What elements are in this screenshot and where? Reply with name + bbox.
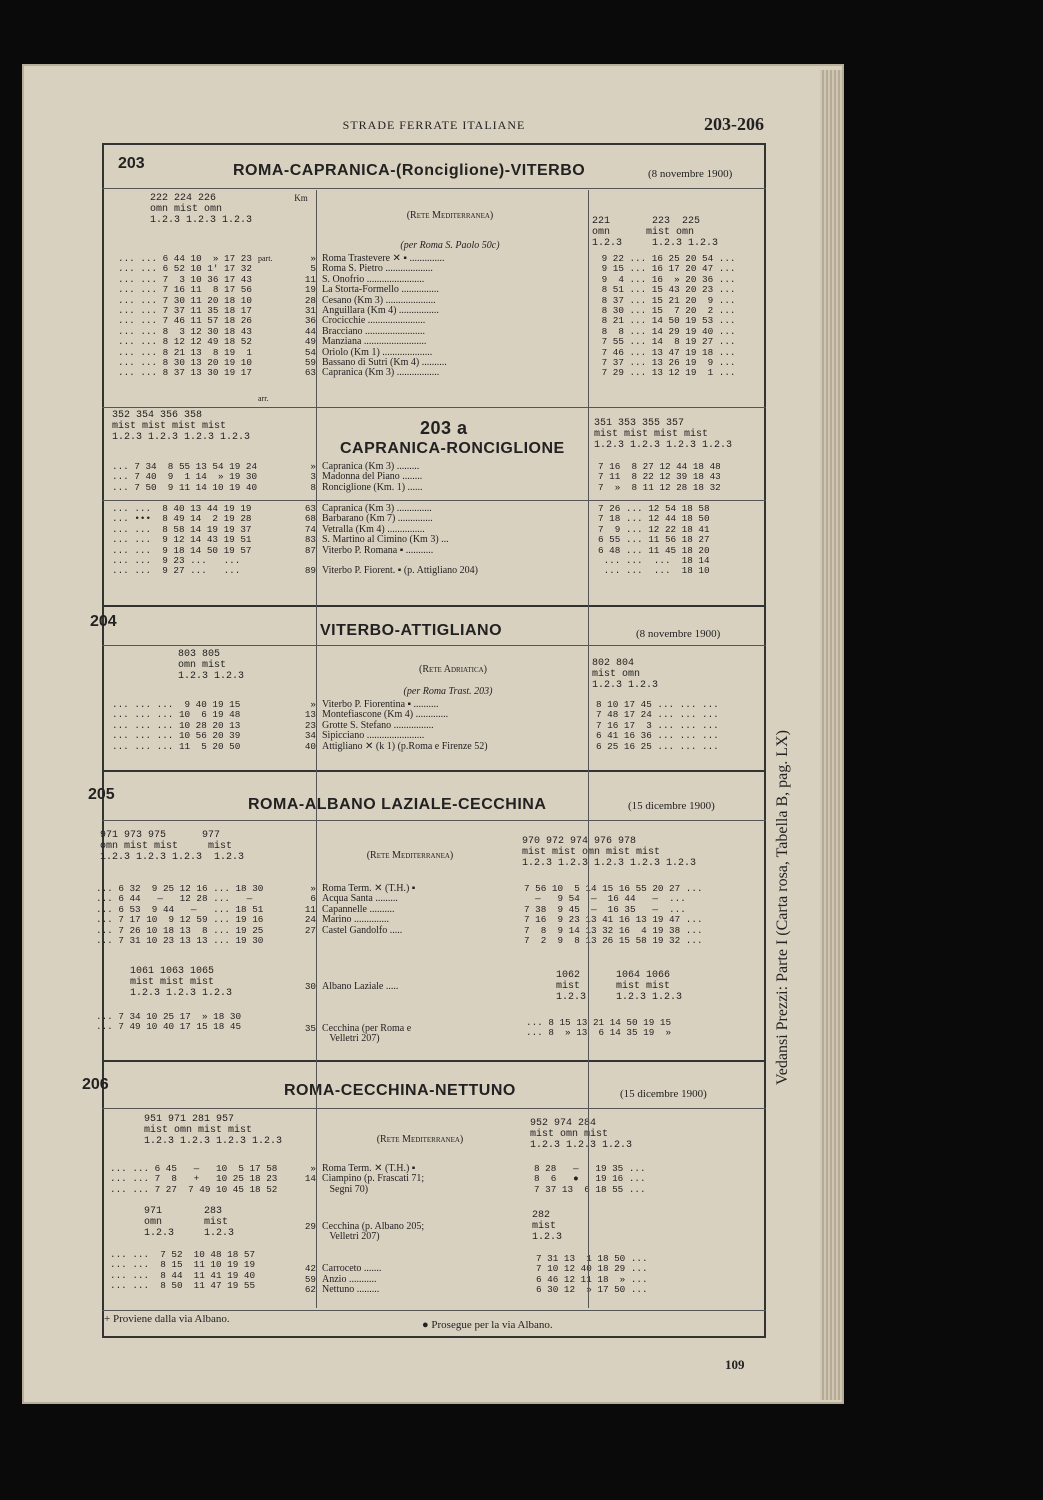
times-right: 7 16 8 27 12 44 18 48 7 11 8 22 12 39 18 43 7 » 8 11 12 28 18 32 bbox=[598, 461, 721, 493]
railway-network: (Rete Mediterranea) bbox=[376, 1134, 464, 1145]
train-header-left: 951 971 281 957 mist omn mist mist 1.2.3 1.2.3 1.2.3 1.2.3 bbox=[144, 1114, 283, 1147]
times-right: ... 8 15 13 21 14 50 19 15 ... 8 » 13 6 14 35 19 » bbox=[526, 1017, 672, 1039]
km-column: 29 bbox=[304, 1221, 316, 1232]
train-header-left: 803 805 omn mist 1.2.3 1.2.3 bbox=[178, 649, 245, 682]
times-right: 7 26 ... 12 54 18 58 7 18 ... 12 44 18 50 7 9 ... 12 22 18 41 6 55 ... 11 56 18 27 6 48 ... 11 45 18 20 ... ... ... 18 14 ... ... ... 18 10 bbox=[598, 503, 710, 577]
station-list: Roma Term. ✕ (T.H.) ▪ Ciampino (p. Frascati 71; Segni 70) bbox=[322, 1163, 425, 1195]
times-left: ... ... ... 9 40 19 15 ... ... ... 10 6 19 48 ... ... ... 10 28 20 13 ... ... ... 10 56 20 39 ... ... ... 11 5 20 50 bbox=[112, 699, 241, 752]
table-number: 205 bbox=[88, 786, 115, 803]
train-header-right: 351 353 355 357 mist mist mist mist 1.2.3 1.2.3 1.2.3 1.2.3 bbox=[594, 418, 733, 451]
railway-network: (Rete Mediterranea) bbox=[406, 210, 494, 221]
train-header-right: 802 804 mist omn 1.2.3 1.2.3 bbox=[592, 658, 659, 691]
km-column: 42 59 62 bbox=[304, 1263, 316, 1296]
fare-note: (per Roma Trast. 203) bbox=[403, 686, 493, 697]
train-header-left: 222 224 226 omn mist omn 1.2.3 1.2.3 1.2.3 bbox=[150, 193, 253, 226]
side-note-text: Vedansi Prezzi: Parte I (Carta rosa, Tabella B, pag. LX) bbox=[774, 730, 791, 1085]
fare-note: (per Roma S. Paolo 50c) bbox=[400, 240, 500, 251]
km-column: » 14 bbox=[304, 1163, 316, 1185]
footnote-left: + Proviene dalla via Albano. bbox=[104, 1313, 230, 1325]
running-head-title: STRADE FERRATE ITALIANE bbox=[342, 118, 526, 132]
times-left: ... ... 6 45 — 10 5 17 58 ... ... 7 8 + 10 25 18 23 ... ... 7 27 7 49 10 45 18 52 bbox=[110, 1163, 278, 1195]
km-column: 35 bbox=[304, 1023, 316, 1034]
station-list: Cecchina (per Roma e Velletri 207) bbox=[322, 1023, 412, 1045]
table-date: (8 novembre 1900) bbox=[636, 628, 721, 640]
train-header-right: 952 974 284 mist omn mist 1.2.3 1.2.3 1.2.3 bbox=[530, 1118, 633, 1151]
table-title: ROMA-CECCHINA-NETTUNO bbox=[284, 1082, 516, 1099]
train-header-right-2: 1062 1064 1066 mist mist mist 1.2.3 1.2.3 1.2.3 bbox=[556, 970, 683, 1003]
table-title: ROMA-ALBANO LAZIALE-CECCHINA bbox=[248, 796, 547, 813]
table-title: ROMA-CAPRANICA-(Ronciglione)-VITERBO bbox=[233, 162, 586, 179]
divider bbox=[102, 407, 766, 408]
station-list: Capranica (Km 3) ......... Madonna del Piano ........ Ronciglione (Km. 1) ...... bbox=[322, 461, 423, 493]
times-right: 9 22 ... 16 25 20 54 ... 9 15 ... 16 17 20 47 ... 9 4 ... 16 » 20 36 ... 8 51 ... 15 43 20 23 ... 8 37 ... 15 21 20 9 ... 8 30 ... 15 7 20 2 ... 8 21 ... 14 50 19 53 ... 8 8 ... 14 29 19 40 ... 7 55 ... 14 8 19 27 ... 7 46 ... 13 47 19 18 ... 7 37 ... 13 26 19 9 ... 7 29 ... 13 12 19 1 ... bbox=[601, 253, 736, 379]
subtable-number: 203 a bbox=[420, 418, 468, 438]
train-header-right: 970 972 974 976 978 mist mist omn mist mist 1.2.3 1.2.3 1.2.3 1.2.3 1.2.3 bbox=[522, 836, 697, 869]
direction-part: part. bbox=[258, 254, 273, 263]
divider bbox=[102, 1310, 766, 1311]
times-right: 8 28 — 19 35 ... 8 6 ● 19 16 ... 7 37 13 6 18 55 ... bbox=[534, 1163, 646, 1195]
times-left: ... 7 34 8 55 13 54 19 24 ... 7 40 9 1 14 » 19 30 ... 7 50 9 11 14 10 19 40 bbox=[112, 461, 258, 493]
page-number: 109 bbox=[725, 1357, 745, 1372]
railway-network: (Rete Adriatica) bbox=[419, 664, 487, 675]
table-number: 204 bbox=[90, 613, 117, 630]
station-list: Roma Trastevere ✕ ▪ .............. Roma S. Pietro ................... S. Onofrio ....................... La Storta-Formello ............... Cesano (Km 3) .................... Anguillara (Km 4) ................ Crocicchie ....................... Bracciano ........................ Manziana ......................... Oriolo (Km 1) .................... Bassano di Sutri (Km 4) .......... Capranica (Km 3) ................. bbox=[322, 253, 447, 379]
times-left: ... 7 34 10 25 17 » 18 30 ... 7 49 10 40 17 15 18 45 bbox=[96, 1011, 242, 1033]
km-column: 30 bbox=[304, 981, 316, 992]
table-date: (15 dicembre 1900) bbox=[620, 1088, 707, 1100]
column-rule bbox=[588, 190, 589, 1308]
km-column: » 13 23 34 40 bbox=[304, 699, 316, 752]
train-header-right-2: 282 mist 1.2.3 bbox=[532, 1210, 563, 1243]
station-list: Roma Term. ✕ (T.H.) ▪ Acqua Santa ......... Capannelle .......... Marino .............. Castel Gandolfo ..... bbox=[322, 883, 416, 936]
table-number: 203 bbox=[118, 155, 145, 172]
footnote-right: ● Prosegue per la via Albano. bbox=[422, 1319, 553, 1331]
table-number: 206 bbox=[82, 1076, 109, 1093]
km-column: » 6 11 24 27 bbox=[304, 883, 316, 936]
train-header-left-2: 1061 1063 1065 mist mist mist 1.2.3 1.2.3 1.2.3 bbox=[130, 966, 233, 999]
column-rule bbox=[316, 190, 317, 1308]
station-cecchina: Cecchina (p. Albano 205; Velletri 207) bbox=[322, 1221, 425, 1243]
times-left: ... ... 8 40 13 44 19 19 ... ••• 8 49 14 2 19 28 ... ... 8 58 14 19 19 37 ... ... 9 12 14 43 19 51 ... ... 9 18 14 50 19 57 ... ... 9 23 ... ... ... ... 9 27 ... ... bbox=[112, 503, 252, 577]
train-header-left: 352 354 356 358 mist mist mist mist 1.2.3 1.2.3 1.2.3 1.2.3 bbox=[112, 410, 251, 443]
subtable-title: CAPRANICA-RONCIGLIONE bbox=[340, 440, 565, 457]
station-list: Carroceto ....... Anzio ........... Nettuno ......... bbox=[322, 1263, 382, 1296]
times-left: ... ... 6 44 10 » 17 23 ... ... 6 52 10 1' 17 32 ... ... 7 3 10 36 17 43 ... ... 7 16 11 8 17 56 ... ... 7 30 11 20 18 10 ... ... 7 37 11 35 18 17 ... ... 7 46 11 57 18 26 ... ... 8 3 12 30 18 43 ... ... 8 12 12 49 18 52 ... ... 8 21 13 8 19 1 ... ... 8 30 13 20 19 10 ... ... 8 37 13 30 19 17 bbox=[118, 253, 252, 379]
divider bbox=[102, 1060, 766, 1062]
station-albano: Albano Laziale ..... bbox=[322, 981, 399, 992]
direction-arr: arr. bbox=[258, 394, 269, 403]
running-head bbox=[102, 114, 766, 138]
train-header-right: 221 223 225 omn mist omn 1.2.3 1.2.3 1.2.3 bbox=[592, 216, 719, 249]
divider bbox=[102, 605, 766, 607]
divider bbox=[102, 645, 766, 646]
railway-network: (Rete Mediterranea) bbox=[366, 850, 454, 861]
station-list: Capranica (Km 3) .............. Barbarano (Km 7) .............. Vetralla (Km 4) ............... S. Martino al Cimino (Km 3) ... Viterbo P. Romana ▪ ........... Viterbo P. Fiorent. ▪ (p. Attigliano 204) bbox=[322, 503, 478, 577]
table-date: (15 dicembre 1900) bbox=[628, 800, 715, 812]
times-right: 7 56 10 5 14 15 16 55 20 27 ... — 9 54 — 16 44 — ... 7 38 9 45 — 16 35 — ... 7 16 9 23 13 41 16 13 19 47 ... 7 8 9 14 13 32 16 4 19 38 ... 7 2 9 8 13 26 15 58 19 32 ... bbox=[524, 883, 703, 947]
station-list: Viterbo P. Fiorentina ▪ .......... Montefiascone (Km 4) ............. Grotte S. Stefano ................ Sipicciano ....................... Attigliano ✕ (k 1) (p.Roma e Firenze 52) bbox=[322, 699, 488, 752]
times-right: 7 31 13 1 18 50 ... 7 10 12 40 18 29 ... 6 46 12 11 18 » ... 6 30 12 » 17 50 ... bbox=[536, 1253, 648, 1296]
train-header-left-2: 971 283 omn mist 1.2.3 1.2.3 bbox=[144, 1206, 235, 1239]
running-head-pages: 203-206 bbox=[704, 114, 764, 134]
km-label: Km bbox=[294, 193, 308, 203]
divider bbox=[102, 1108, 766, 1109]
times-right: 8 10 17 45 ... ... ... 7 48 17 24 ... ... ... 7 16 17 3 ... ... ... 6 41 16 36 ... ... ... 6 25 16 25 ... ... ... bbox=[596, 699, 719, 752]
table-date: (8 novembre 1900) bbox=[648, 168, 733, 180]
divider bbox=[102, 820, 766, 821]
divider bbox=[102, 188, 766, 189]
km-column: » 5 11 19 28 31 36 44 49 54 59 63 bbox=[304, 253, 316, 379]
side-note bbox=[760, 405, 820, 1405]
times-left: ... 6 32 9 25 12 16 ... 18 30 ... 6 44 — 12 28 ... — ... 6 53 9 44 — ... 18 51 ... 7 17 10 9 12 59 ... 19 16 ... 7 26 10 18 13 8 ... 19 25 ... 7 31 10 23 13 13 ... 19 30 bbox=[96, 883, 264, 947]
table-title: VITERBO-ATTIGLIANO bbox=[320, 622, 503, 639]
train-header-left: 971 973 975 977 omn mist mist mist 1.2.3 1.2.3 1.2.3 1.2.3 bbox=[100, 830, 245, 863]
page-edges bbox=[820, 70, 844, 1400]
km-column: 63 68 74 83 87 89 bbox=[304, 503, 316, 577]
divider bbox=[102, 770, 766, 772]
divider bbox=[102, 500, 766, 501]
times-left: ... ... 7 52 10 48 18 57 ... ... 8 15 11 10 19 19 ... ... 8 44 11 41 19 40 ... ... 8 50 11 47 19 55 bbox=[110, 1249, 256, 1292]
km-column: » 3 8 bbox=[310, 461, 316, 493]
